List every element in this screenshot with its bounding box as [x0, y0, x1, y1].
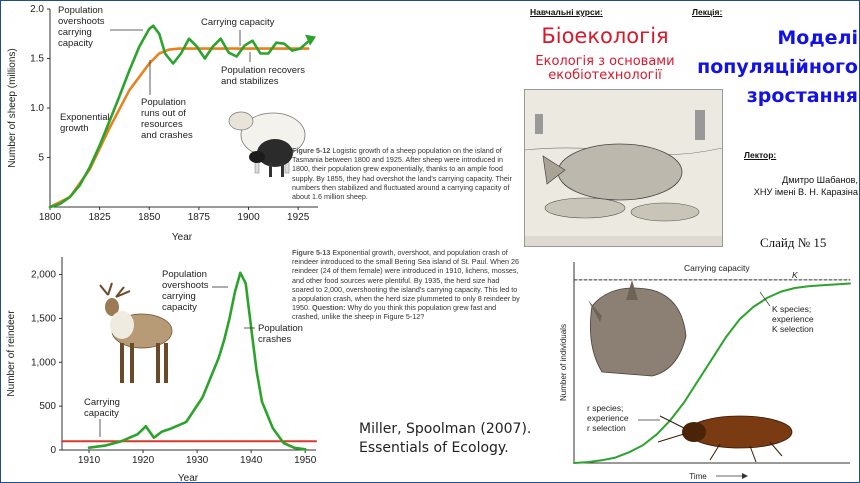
annotation-crash-line3: resources: [141, 119, 183, 130]
figure-5-13-caption-lead: Figure 5-13: [292, 248, 331, 257]
annotation-exponential-line1: Exponential: [60, 112, 110, 123]
x-axis-label: Time: [689, 472, 707, 481]
lecturer-name: [724, 174, 858, 198]
annotation-crash-line1: Population: [141, 97, 186, 108]
reindeer-population-chart: [0, 245, 330, 483]
figure-5-13-caption-text: Exponential growth, overshoot, and population crash of reindeer introduced to the small Bering Sea island of St. Paul. When 26 reindeer (24 of them female) were introduced in 1910, lichens, mosses, and other food sources were plentiful. By 1935, the herd size had soared to 2,000, overshooting the island's carrying capacity. This led to a population crash, when the herd size plummeted to only 8 reindeer by 1950.: [292, 248, 520, 313]
annotation-overshoot-line4: capacity: [58, 38, 93, 49]
figure-5-12-caption-lead: Figure 5-12: [292, 146, 331, 155]
y-tick-label: 500: [39, 401, 56, 413]
annotation-r-capacity-line1: Carrying: [84, 397, 120, 408]
y-tick-label: 5: [38, 152, 44, 164]
annotation-k-species-line1: K species;: [772, 304, 812, 314]
annotation-sel-capacity: Carrying capacity: [684, 263, 750, 273]
lecturer-name-line1: Дмитро Шабанов,: [782, 175, 858, 185]
y-tick-label: 2.0: [30, 4, 44, 15]
annotation-r-species-line3: r selection: [587, 423, 626, 433]
lecturer-name-line2: ХНУ імені В. Н. Каразіна: [753, 187, 858, 197]
y-axis-label: Number of sheep (millions): [7, 48, 18, 168]
annotation-k-species-line2: experience: [772, 314, 814, 324]
x-tick-label: 1900: [237, 212, 260, 223]
x-tick-label: 1850: [138, 212, 161, 223]
annotation-r-overshoot-line2: overshoots: [162, 280, 209, 291]
y-tick-label: 1,000: [30, 357, 56, 369]
course-subtitle-line2: екобіотехнології: [548, 68, 662, 83]
y-tick-label: 1,500: [30, 313, 56, 325]
annotation-overshoot-line3: carrying: [58, 27, 92, 38]
x-tick-label: 1940: [240, 455, 263, 466]
annotation-crash-line4: and crashes: [141, 130, 193, 141]
y-tick-label: 0: [50, 445, 56, 456]
engraving-illustration: [524, 89, 723, 247]
x-tick-label: 1930: [185, 455, 209, 466]
y-axis-label: Number of reindeer: [6, 310, 17, 397]
figure-5-13-caption: [292, 248, 520, 322]
x-axis-label: Year: [171, 232, 193, 243]
sheep-population-chart: [0, 0, 520, 245]
figure-5-12-caption: [292, 146, 520, 201]
course-title: Біоекологія: [541, 24, 669, 48]
annotation-recover-line1: Population recovers: [221, 65, 305, 76]
figure-5-13-question-text: Why do you think this population grew fast and crashed, unlike the sheep in Figure 5-12?: [292, 303, 497, 322]
annotation-r-crash-line2: crashes: [258, 334, 292, 345]
x-tick-label: 1925: [287, 212, 310, 223]
y-tick-label: 1.0: [30, 103, 44, 114]
annotation-k-species-line3: K selection: [772, 324, 814, 334]
course-subtitle-line1: Екологія з основами: [535, 54, 675, 69]
engraving-drawing: [525, 90, 722, 246]
annotation-overshoot-line2: overshoots: [58, 16, 105, 27]
figure-5-12-caption-text: Logistic growth of a sheep population on the island of Tasmania between 1800 and 1925. After sheep were introduced in 1800, their population grew exponentially, thanks to an ample food supply. By 1855, they had overshot the land's carrying capacity. Their numbers then stabilized and fluctuated around a carrying capacity of about 1.6 million sheep.: [292, 146, 512, 202]
annotation-exponential-line2: growth: [60, 123, 89, 134]
leader-k-species: [760, 292, 770, 306]
slide-number: Слайд № 15: [760, 235, 827, 250]
cockroach-illustration: [658, 416, 792, 462]
citation-line2: Essentials of Ecology.: [359, 440, 509, 456]
time-arrow-head: [742, 473, 748, 479]
y-axis-label: Number of individuals: [559, 324, 568, 401]
annotation-r-species-line2: experience: [587, 413, 629, 423]
y-tick-label: 2,000: [30, 269, 56, 281]
x-tick-label: 1875: [187, 212, 211, 223]
y-tick-label: 1.5: [30, 53, 44, 65]
course-label: Навчальні курси:: [530, 7, 603, 17]
annotation-r-overshoot-line4: capacity: [162, 302, 197, 313]
lecture-label: Лекція:: [692, 7, 723, 17]
annotation-sel-k-label: K: [792, 270, 798, 280]
x-tick-label: 1910: [77, 455, 101, 466]
lecture-title-line2: популяційного: [697, 56, 858, 78]
x-tick-label: 1800: [38, 212, 62, 223]
x-tick-label: 1920: [131, 455, 155, 466]
annotation-crash-line2: runs out of: [141, 108, 186, 119]
citation: [359, 420, 531, 458]
lecture-title-line3: зростання: [746, 85, 858, 107]
lecturer-label: Лектор:: [744, 150, 777, 160]
figure-5-13-question-lead: Question:: [312, 303, 346, 313]
course-subtitle: [520, 55, 690, 83]
annotation-overshoot-line1: Population: [58, 5, 103, 16]
k-r-selection-chart: [520, 258, 858, 483]
annotation-carrying-capacity: Carrying capacity: [201, 17, 275, 28]
x-tick-label: 1825: [88, 212, 111, 223]
annotation-r-capacity-line2: capacity: [84, 408, 119, 419]
x-tick-label: 1950: [294, 455, 317, 466]
x-axis-label: Year: [177, 473, 199, 483]
reindeer-annotations: [84, 269, 303, 419]
citation-line1: Miller, Spoolman (2007).: [359, 421, 532, 437]
annotation-r-species-line1: r species;: [587, 403, 624, 413]
annotation-recover-line2: and stabilizes: [221, 76, 279, 87]
annotation-r-overshoot-line1: Population: [162, 269, 207, 280]
annotation-r-crash-line1: Population: [258, 323, 303, 334]
rhino-illustration: [588, 280, 686, 376]
lecture-title-line1: Моделі: [777, 27, 858, 49]
annotation-r-overshoot-line3: carrying: [162, 291, 196, 302]
